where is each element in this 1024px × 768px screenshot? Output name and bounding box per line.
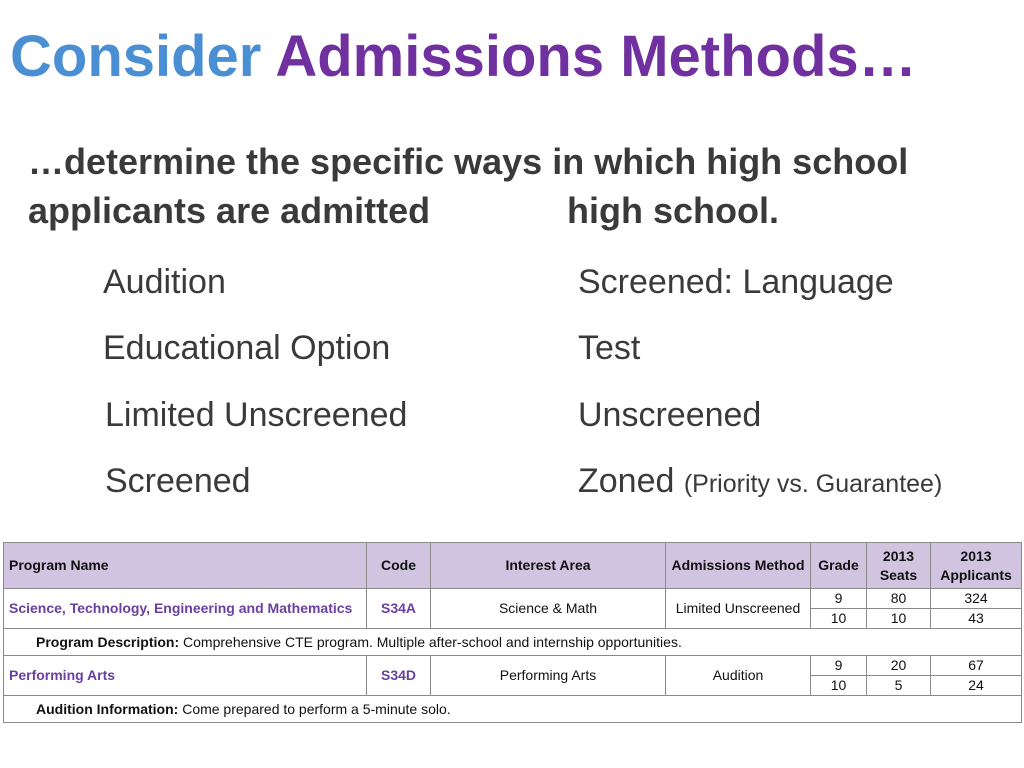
program-admissions-method: Limited Unscreened <box>666 589 811 629</box>
seats-cell: 80 <box>867 589 931 609</box>
seats-cell: 5 <box>867 676 931 696</box>
program-name-link[interactable]: Science, Technology, Engineering and Mathematics <box>4 589 367 629</box>
audition-information-text: Come prepared to perform a 5-minute solo. <box>178 701 451 717</box>
header-admissions-method: Admissions Method <box>666 543 811 589</box>
title-word-consider: Consider <box>10 24 262 89</box>
header-interest-area: Interest Area <box>431 543 666 589</box>
program-description <box>4 629 1022 656</box>
header-program-name: Program Name <box>4 543 367 589</box>
program-admissions-method: Audition <box>666 656 811 696</box>
program-table <box>3 542 1022 723</box>
slide-title <box>10 22 917 92</box>
method-zoned-note: (Priority vs. Guarantee) <box>683 470 943 498</box>
method-limited-unscreened: Limited Unscreened <box>105 396 408 434</box>
header-code: Code <box>367 543 431 589</box>
subtitle-line-2a: applicants are admitted <box>28 190 431 231</box>
header-grade: Grade <box>811 543 867 589</box>
header-applicants <box>931 543 1022 589</box>
method-audition: Audition <box>103 263 226 301</box>
audition-information <box>4 696 1022 723</box>
title-word-admissions-methods: Admissions Methods… <box>275 24 917 89</box>
header-seats <box>867 543 931 589</box>
table-header-row <box>4 543 1022 589</box>
grade-cell: 10 <box>811 676 867 696</box>
program-interest-area: Science & Math <box>431 589 666 629</box>
subtitle-line-2b: high school. <box>567 190 779 231</box>
program-code: S34A <box>367 589 431 629</box>
method-screened: Screened <box>105 462 251 500</box>
program-description-text: Comprehensive CTE program. Multiple after-school and internship opportunities. <box>179 634 682 650</box>
method-zoned <box>578 461 942 504</box>
subtitle-line-1: …determine the specific ways in which high school <box>28 141 909 182</box>
program-code: S34D <box>367 656 431 696</box>
program-interest-area: Performing Arts <box>431 656 666 696</box>
program-table-container <box>3 542 1021 723</box>
applicants-cell: 24 <box>931 676 1022 696</box>
audition-information-label: Audition Information: <box>36 701 179 717</box>
seats-cell: 20 <box>867 656 931 676</box>
program-description-label: Program Description: <box>36 634 180 650</box>
grade-cell: 10 <box>811 609 867 629</box>
header-seats-label: Seats <box>879 566 918 583</box>
table-row <box>4 589 1022 609</box>
program-name-link[interactable]: Performing Arts <box>4 656 367 696</box>
audition-information-row <box>4 696 1022 723</box>
grade-cell: 9 <box>811 589 867 609</box>
method-zoned-label: Zoned <box>578 462 675 500</box>
applicants-cell: 43 <box>931 609 1022 629</box>
program-description-row <box>4 629 1022 656</box>
grade-cell: 9 <box>811 656 867 676</box>
method-screened-language: Screened: Language <box>578 263 894 301</box>
header-seats-year: 2013 <box>882 547 915 564</box>
method-educational-option: Educational Option <box>103 329 391 367</box>
applicants-cell: 67 <box>931 656 1022 676</box>
seats-cell: 10 <box>867 609 931 629</box>
applicants-cell: 324 <box>931 589 1022 609</box>
header-applicants-year: 2013 <box>960 547 992 564</box>
header-applicants-label: Applicants <box>940 566 1012 583</box>
method-unscreened: Unscreened <box>578 396 762 434</box>
table-row <box>4 656 1022 676</box>
method-test: Test <box>578 329 641 367</box>
